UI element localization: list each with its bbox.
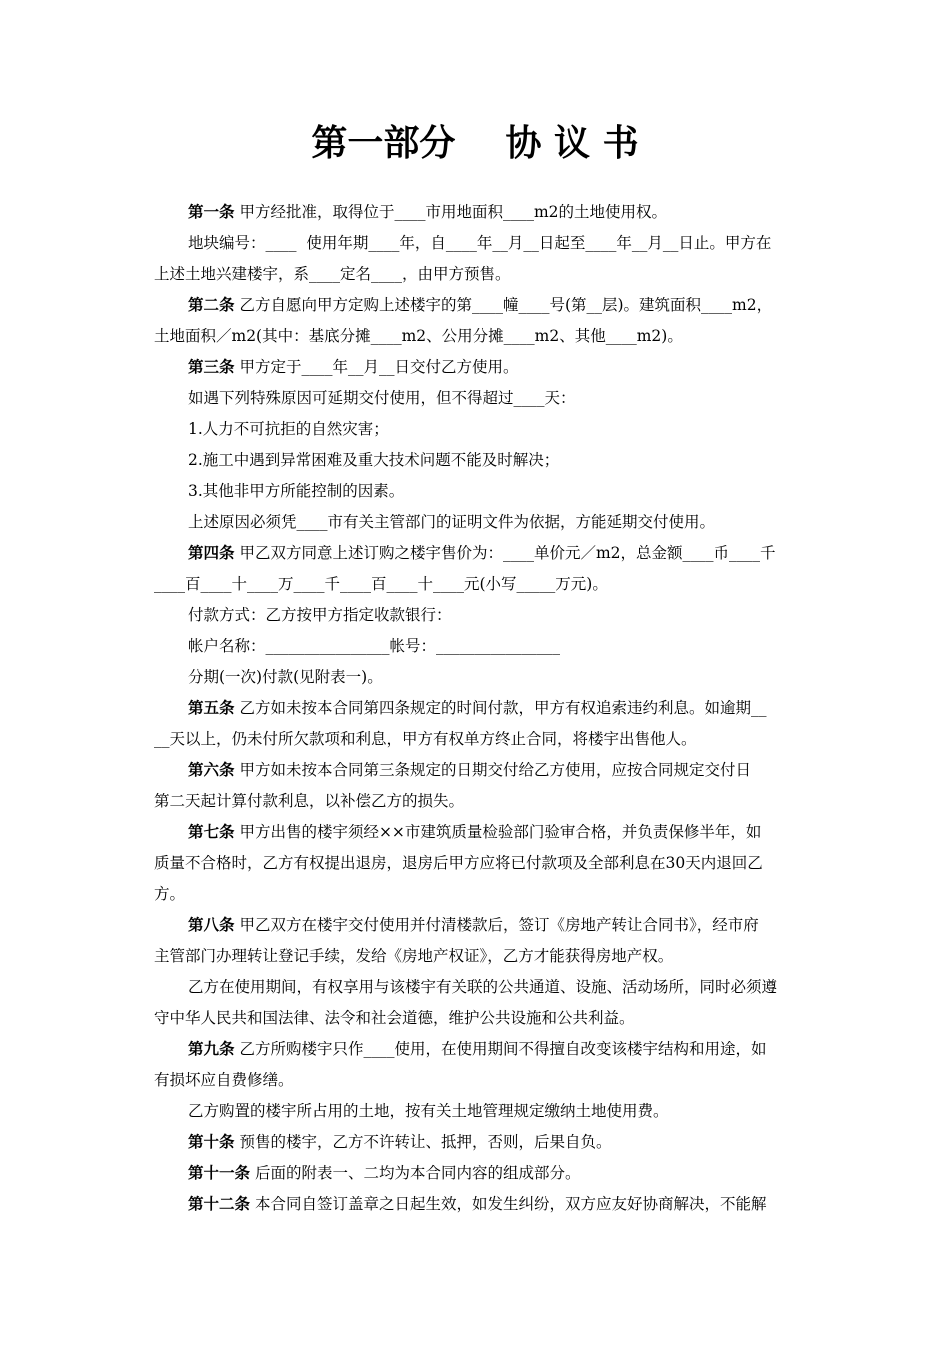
article-label: 第十一条 xyxy=(188,1164,251,1182)
clause-3-item-3 xyxy=(0,476,950,506)
clause-12-line-1 xyxy=(0,1189,950,1219)
clause-9-line-3 xyxy=(0,1096,950,1126)
clause-10-line-1 xyxy=(0,1127,950,1157)
line-text: 甲方定于____年__月__日交付乙方使用。 xyxy=(234,358,519,376)
line-text: 上述原因必须凭____市有关主管部门的证明文件为依据，方能延期交付使用。 xyxy=(188,513,716,531)
clause-5-line-2 xyxy=(0,724,950,754)
line-text: 乙方如未按本合同第四条规定的时间付款，甲方有权追索违约利息。如逾期__ xyxy=(234,699,767,717)
line-text: 预售的楼宇，乙方不许转让、抵押，否则，后果自负。 xyxy=(234,1133,612,1151)
clause-7-line-1 xyxy=(0,817,950,847)
line-text: 方。 xyxy=(154,885,186,903)
clause-8-line-3 xyxy=(0,972,950,1002)
clause-4-line-3 xyxy=(0,600,950,630)
article-label: 第四条 xyxy=(188,544,235,562)
line-text: 甲方经批准，取得位于____市用地面积____m2的土地使用权。 xyxy=(234,203,668,221)
clause-4-line-4 xyxy=(0,631,950,661)
line-text: 甲乙双方同意上述订购之楼宇售价为：____单价元／m2，总金额____币____千 xyxy=(234,544,776,562)
article-label: 第二条 xyxy=(188,296,235,314)
clause-4-line-5 xyxy=(0,662,950,692)
line-text: 分期(一次)付款(见附表一)。 xyxy=(188,668,383,686)
line-text: 后面的附表一、二均为本合同内容的组成部分。 xyxy=(250,1164,581,1182)
clause-8-line-2 xyxy=(0,941,950,971)
line-text: 乙方在使用期间，有权享用与该楼宇有关联的公共通道、设施、活动场所，同时必须遵 xyxy=(188,978,778,996)
clause-4-line-1 xyxy=(0,538,950,568)
clause-1-line-1 xyxy=(0,197,950,227)
line-text: 本合同自签订盖章之日起生效，如发生纠纷，双方应友好协商解决，不能解 xyxy=(250,1195,767,1213)
clause-7-line-3 xyxy=(0,879,950,909)
clause-5-line-1 xyxy=(0,693,950,723)
article-label: 第六条 xyxy=(188,761,235,779)
article-label: 第五条 xyxy=(188,699,235,717)
page-title: 第一部分 协 议 书 xyxy=(311,123,639,164)
clause-3-item-2 xyxy=(0,445,950,475)
line-text: 2.施工中遇到异常困难及重大技术问题不能及时解决； xyxy=(188,451,560,469)
clause-2-line-1 xyxy=(0,290,950,320)
article-label: 第三条 xyxy=(188,358,235,376)
line-text: 乙方自愿向甲方定购上述楼宇的第____幢____号(第__层)。建筑面积____m2， xyxy=(234,296,773,314)
clause-9-line-1 xyxy=(0,1034,950,1064)
clause-3-item-1 xyxy=(0,414,950,444)
article-label: 第九条 xyxy=(188,1040,235,1058)
line-text: 1.人力不可抗拒的自然灾害； xyxy=(188,420,389,438)
clause-6-line-2 xyxy=(0,786,950,816)
clause-8-line-1 xyxy=(0,910,950,940)
clause-3-line-2 xyxy=(0,383,950,413)
line-text: 甲乙双方在楼宇交付使用并付清楼款后，签订《房地产转让合同书》，经市府 xyxy=(234,916,759,934)
line-text: 甲方如未按本合同第三条规定的日期交付给乙方使用，应按合同规定交付日 xyxy=(234,761,751,779)
line-text: 乙方购置的楼宇所占用的土地，按有关土地管理规定缴纳土地使用费。 xyxy=(188,1102,669,1120)
line-text: 如遇下列特殊原因可延期交付使用，但不得超过____天： xyxy=(188,389,576,407)
article-label: 第七条 xyxy=(188,823,235,841)
article-label: 第十二条 xyxy=(188,1195,251,1213)
line-text: 甲方出售的楼宇须经××市建筑质量检验部门验审合格，并负责保修半年，如 xyxy=(234,823,762,841)
clause-6-line-1 xyxy=(0,755,950,785)
clause-2-line-2 xyxy=(0,321,950,351)
clause-3-line-3 xyxy=(0,507,950,537)
clause-11-line-1 xyxy=(0,1158,950,1188)
line-text: 乙方所购楼宇只作____使用，在使用期间不得擅自改变该楼宇结构和用途，如 xyxy=(234,1040,767,1058)
line-text: __天以上，仍未付所欠款项和利息，甲方有权单方终止合同，将楼宇出售他人。 xyxy=(154,730,697,748)
article-label: 第八条 xyxy=(188,916,235,934)
clause-7-line-2 xyxy=(0,848,950,878)
line-text: 上述土地兴建楼宇，系____定名____，由甲方预售。 xyxy=(154,265,511,283)
clause-9-line-2 xyxy=(0,1065,950,1095)
clause-1-line-3 xyxy=(0,259,950,289)
article-label: 第十条 xyxy=(188,1133,235,1151)
line-text: 地块编号：____ 使用年期____年，自____年__月__日起至____年__月__日止。甲方在 xyxy=(188,234,772,252)
clause-8-line-4 xyxy=(0,1003,950,1033)
line-text: 质量不合格时，乙方有权提出退房，退房后甲方应将已付款项及全部利息在30天内退回乙 xyxy=(154,854,763,872)
line-text: 主管部门办理转让登记手续，发给《房地产权证》，乙方才能获得房地产权。 xyxy=(154,947,674,965)
line-text: 帐户名称：________________帐号：________________ xyxy=(188,637,561,655)
line-text: 3.其他非甲方所能控制的因素。 xyxy=(188,482,405,500)
line-text: 守中华人民共和国法律、法令和社会道德，维护公共设施和公共利益。 xyxy=(154,1009,635,1027)
line-text: 土地面积／m2(其中：基底分摊____m2、公用分摊____m2、其他____m2)。 xyxy=(154,327,683,345)
article-label: 第一条 xyxy=(188,203,235,221)
line-text: 第二天起计算付款利息，以补偿乙方的损失。 xyxy=(154,792,465,810)
clause-4-line-2 xyxy=(0,569,950,599)
line-text: 有损坏应自费修缮。 xyxy=(154,1071,294,1089)
clause-3-line-1 xyxy=(0,352,950,382)
line-text: ____百____十____万____千____百____十____元(小写_____万元)。 xyxy=(154,575,608,593)
clause-1-line-2 xyxy=(0,228,950,258)
line-text: 付款方式：乙方按甲方指定收款银行： xyxy=(188,606,452,624)
